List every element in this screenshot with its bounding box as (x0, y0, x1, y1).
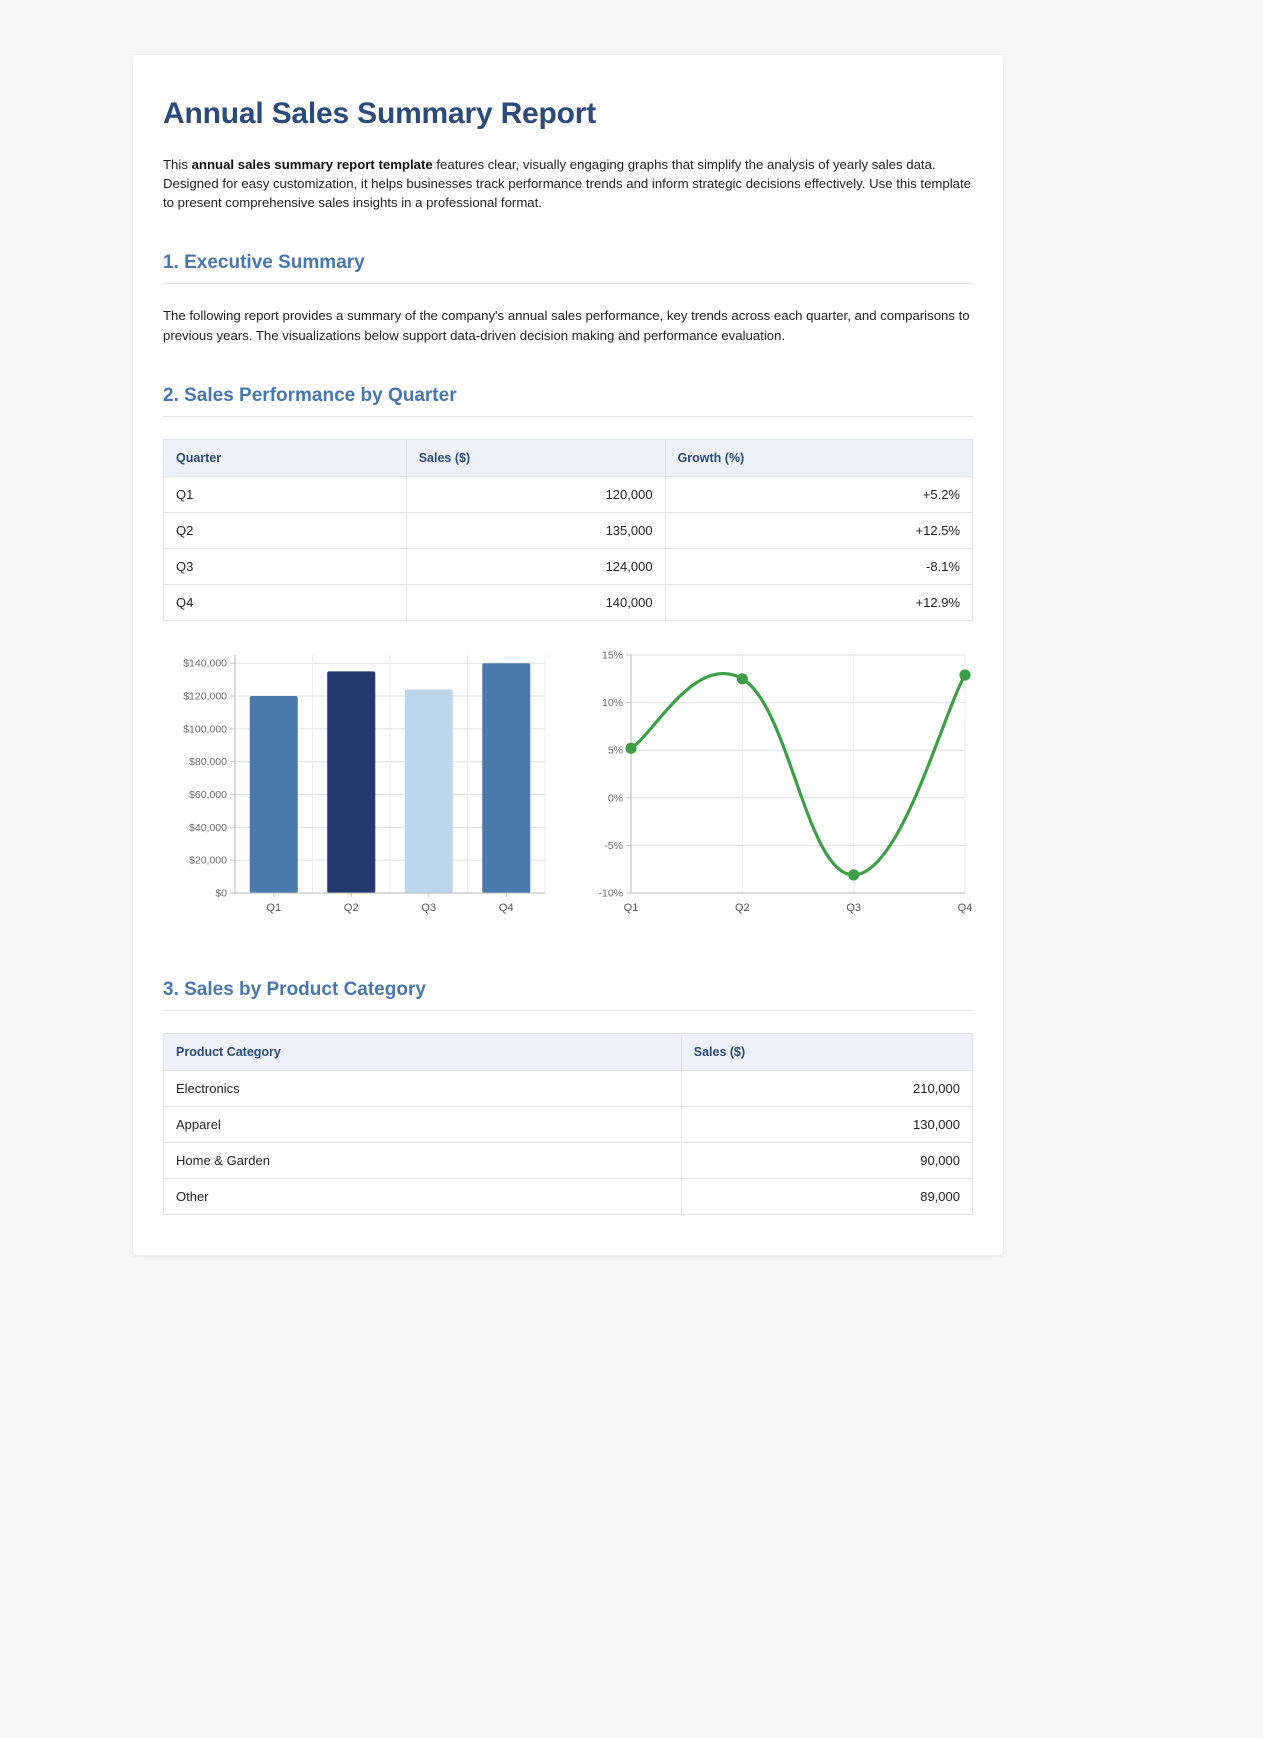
line-chart-series-line (631, 673, 965, 874)
bar-chart-y-tick-label: $20,000 (189, 854, 227, 867)
bar-chart-x-tick-label: Q4 (498, 901, 514, 914)
table-row (164, 1070, 973, 1106)
cell-sales: 210,000 (681, 1070, 972, 1106)
cell-sales: 140,000 (406, 584, 665, 620)
section-heading-executive-summary: 1. Executive Summary (163, 252, 973, 284)
cell-sales: 90,000 (681, 1142, 972, 1178)
cell-growth: -8.1% (665, 548, 972, 584)
bar-chart-x-tick-label: Q2 (343, 901, 359, 914)
line-chart-y-tick-label: 0% (607, 792, 623, 805)
line-chart-x-tick-label: Q2 (734, 901, 750, 914)
bar-chart-y-tick-label: $80,000 (189, 755, 227, 768)
line-chart-data-point (848, 869, 859, 880)
page-title: Annual Sales Summary Report (163, 97, 597, 130)
line-chart-x-tick-label: Q4 (957, 901, 973, 914)
bar-chart-bar (405, 689, 453, 893)
bar-chart-y-tick-label: $40,000 (189, 821, 227, 834)
line-chart-data-point (737, 673, 748, 684)
cell-sales: 89,000 (681, 1178, 972, 1214)
table-header-row (164, 1033, 973, 1070)
cell-sales: 124,000 (406, 548, 665, 584)
table-row (164, 1178, 973, 1214)
cell-sales: 120,000 (406, 476, 665, 512)
bar-chart-x-tick-label: Q3 (421, 901, 437, 914)
line-chart-svg (581, 641, 973, 931)
table-row (164, 548, 973, 584)
bar-chart-bar (250, 696, 298, 893)
intro-paragraph (163, 155, 973, 212)
bar-chart-y-tick-label: $140,000 (183, 657, 227, 670)
bar-chart-sales-by-quarter (163, 641, 555, 931)
cell-growth: +12.9% (665, 584, 972, 620)
cell-quarter: Q1 (164, 476, 407, 512)
column-header-quarter: Quarter (164, 439, 407, 476)
bar-chart-bar (327, 671, 375, 893)
intro-lead: This (163, 157, 192, 172)
cell-category: Other (164, 1178, 682, 1214)
line-chart-growth-by-quarter (581, 641, 973, 931)
table-row (164, 1142, 973, 1178)
cell-sales: 130,000 (681, 1106, 972, 1142)
section-heading-product-category: 3. Sales by Product Category (163, 979, 973, 1011)
cell-category: Electronics (164, 1070, 682, 1106)
line-chart-x-tick-label: Q1 (623, 901, 639, 914)
table-row (164, 584, 973, 620)
executive-summary-paragraph: The following report provides a summary of the company's annual sales performance, key trends across each quarter, and comparisons to previous years. The visualizations below support data-driven decision making and performance evaluation. (163, 308, 970, 343)
bar-chart-y-tick-label: $100,000 (183, 723, 227, 736)
cell-quarter: Q3 (164, 548, 407, 584)
intro-bold-phrase: annual sales summary report template (191, 157, 433, 172)
cell-quarter: Q4 (164, 584, 407, 620)
line-chart-y-tick-label: -10% (598, 887, 623, 900)
cell-growth: +12.5% (665, 512, 972, 548)
quarterly-sales-table (163, 439, 973, 621)
line-chart-x-tick-label: Q3 (846, 901, 862, 914)
section-heading-sales-performance: 2. Sales Performance by Quarter (163, 385, 973, 417)
table-row (164, 476, 973, 512)
line-chart-data-point (625, 742, 636, 753)
column-header-growth: Growth (%) (665, 439, 972, 476)
line-chart-y-tick-label: 10% (601, 696, 623, 709)
column-header-sales: Sales ($) (406, 439, 665, 476)
bar-chart-svg (163, 641, 555, 931)
table-row (164, 1106, 973, 1142)
line-chart-data-point (959, 669, 970, 680)
bar-chart-y-tick-label: $120,000 (183, 690, 227, 703)
intro-rest: features clear, visually engaging graphs that simplify the analysis of yearly sales data. Designed for easy customization, it helps businesses track performance trends and inform strategic decisions effectively. Use this template to present comprehensive sales insights in a professional format. (163, 157, 971, 211)
column-header-sales: Sales ($) (681, 1033, 972, 1070)
line-chart-y-tick-label: -5% (604, 839, 623, 852)
column-header-product-category: Product Category (164, 1033, 682, 1070)
table-row (164, 512, 973, 548)
cell-quarter: Q2 (164, 512, 407, 548)
line-chart-y-tick-label: 5% (607, 744, 623, 757)
bar-chart-y-tick-label: $60,000 (189, 788, 227, 801)
line-chart-y-tick-label: 15% (601, 649, 623, 662)
cell-category: Apparel (164, 1106, 682, 1142)
cell-sales: 135,000 (406, 512, 665, 548)
charts-row (163, 641, 973, 931)
product-category-table (163, 1033, 973, 1215)
table-header-row (164, 439, 973, 476)
bar-chart-y-tick-label: $0 (215, 887, 227, 900)
bar-chart-x-tick-label: Q1 (266, 901, 282, 914)
cell-growth: +5.2% (665, 476, 972, 512)
document-page (133, 55, 1003, 1255)
bar-chart-bar (482, 663, 530, 893)
cell-category: Home & Garden (164, 1142, 682, 1178)
